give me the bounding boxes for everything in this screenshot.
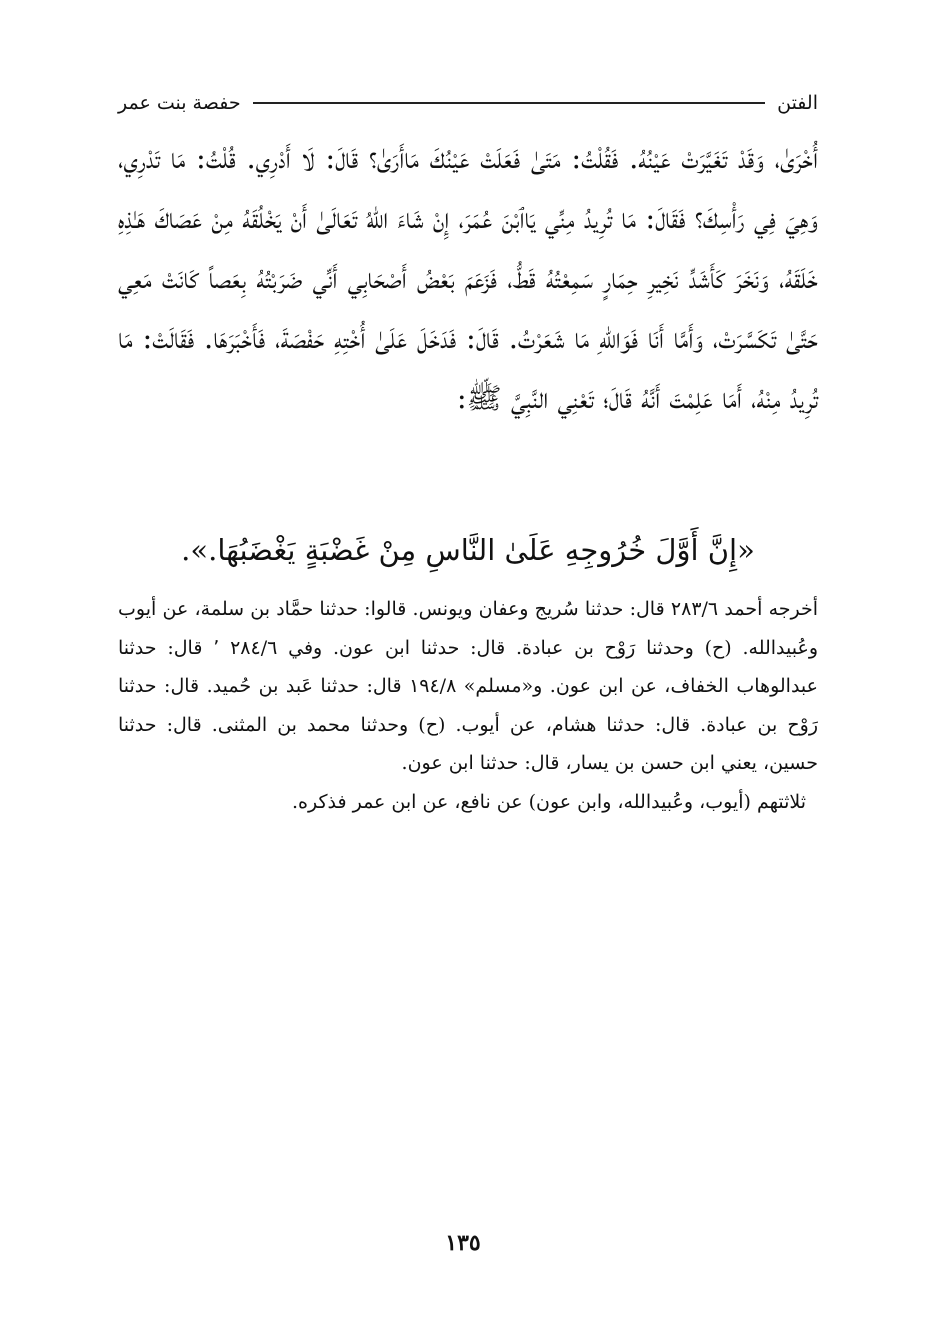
- footnote-block: [118, 590, 818, 821]
- header-rule: [253, 102, 766, 104]
- chapter-title: حفصة بنت عمر: [118, 92, 241, 114]
- page-number: ١٣٥: [445, 1230, 481, 1256]
- body-paragraph: أُخْرَىٰ، وَقَدْ تَغَيَّرَتْ عَيْنُهُ. فَقُلْتُ: مَتَىٰ فَعَلَتْ عَيْنُكَ مَاأَرَىٰ؟ قَالَ: لَا أَدْرِي. قُلْتُ: مَا تَدْرِي، وَهِيَ فِي رَأْسِكَ؟ فَقَالَ: مَا تُرِيدُ مِنِّي يَاٱبْنَ عُمَرَ، إِنْ شَاءَ اللهُ تَعَالَىٰ أَنْ يَخْلُقَهُ مِنْ عَصَاكَ هَـٰذِهِ خَلَقَهُ، وَنَخَرَ كَأَشَدِّ نَخِيرِ حِمَارٍ سَمِعْتُهُ قَطُّ، فَزَعَمَ بَعْضُ أَصْحَابِي أَنِّي ضَرَبْتُهُ بِعَصاً كَانَتْ مَعِي حَتَّىٰ تَكَسَّرَتْ، وَأَمَّا أَنَا فَوَاللهِ مَا شَعَرْتُ. قَالَ: فَدَخَلَ عَلَىٰ أُخْتِهِ حَفْصَةَ، فَأَخْبَرَهَا. فَقَالَتْ: مَا تُرِيدُ مِنْهُ، أَمَا عَلِمْتَ أَنَّهُ قَالَ؛ تَعْنِي النَّبِيَّ ﷺ:: [118, 141, 818, 415]
- main-text-block: [118, 128, 818, 428]
- hadith-quote: «إِنَّ أَوَّلَ خُرُوجِهِ عَلَىٰ النَّاسِ مِنْ غَضْبَةٍ يَغْضَبُهَا.».: [181, 533, 755, 567]
- footnote-paragraph: أخرجه أحمد ٢٨٣/٦ قال: حدثنا سُريج وعفان ويونس. قالوا: حدثنا حمَّاد بن سلمة، عن أيوب وعُبيدالله. (ح) وحدثنا رَوْح بن عبادة. قال: حدثنا ابن عون. وفي ٢٨٤/٦ ٬ قال: حدثنا عبدالوهاب الخفاف، عن ابن عون. و«مسلم» ١٩٤/٨ قال: حدثنا عَبد بن حُميد. قال: حدثنا رَوْح بن عبادة. قال: حدثنا هشام، عن أيوب. (ح) وحدثنا محمد بن المثنى. قال: حدثنا حسين، يعني ابن حسن بن يسار، قال: حدثنا ابن عون.: [118, 598, 819, 774]
- running-header: [118, 88, 818, 118]
- section-title: الفتن: [777, 92, 818, 114]
- footnote-summary: ثلاثتهم (أيوب، وعُبيدالله، وابن عون) عن نافع، عن ابن عمر فذكره.: [291, 790, 806, 813]
